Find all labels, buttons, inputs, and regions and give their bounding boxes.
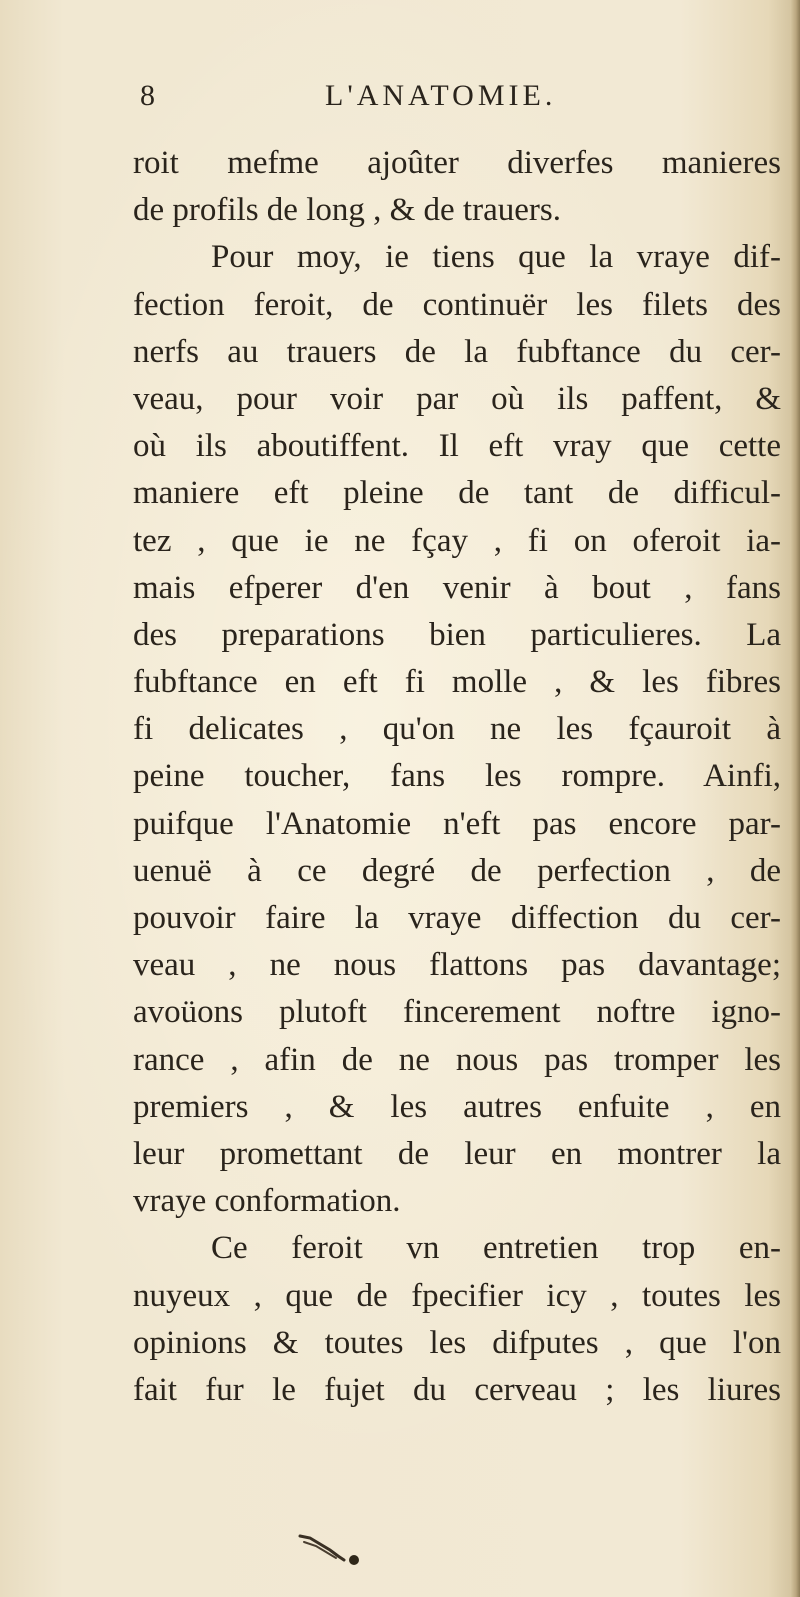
page-number: 8	[140, 79, 155, 112]
text-line: puifque l'Anatomie n'eft pas encore par-	[133, 805, 781, 842]
body-text	[133, 140, 781, 1414]
text-line: leur promettant de leur en montrer la	[133, 1135, 781, 1172]
text-line: fection feroit, de continuër les filets des	[133, 286, 781, 323]
text-line: avoüons plutoft fincerement noftre igno-	[133, 994, 781, 1031]
page-binding-edge	[790, 0, 800, 1597]
text-line: tez , que ie ne fçay , fi on oferoit ia-	[133, 522, 781, 559]
paragraph-start-line: Ce feroit vn entretien trop en-	[211, 1230, 781, 1267]
text-line: nuyeux , que de fpecifier icy , toutes les	[133, 1277, 781, 1314]
text-line: fait fur le fujet du cerveau ; les liures	[133, 1371, 781, 1408]
text-line: de profils de long , & de trauers.	[133, 192, 561, 229]
text-line: veau , ne nous flattons pas davantage;	[133, 947, 781, 984]
text-line: peine toucher, fans les rompre. Ainfi,	[133, 758, 781, 795]
text-line: où ils aboutiffent. Il eft vray que cette	[133, 428, 781, 465]
text-line: pouvoir faire la vraye diffection du cer-	[133, 900, 781, 936]
paragraph-start-line: Pour moy, ie tiens que la vraye dif-	[211, 239, 781, 276]
text-line: maniere eft pleine de tant de difficul-	[133, 475, 781, 512]
text-line: nerfs au trauers de la fubftance du cer-	[133, 333, 781, 370]
text-line: mais efperer d'en venir à bout , fans	[133, 569, 781, 606]
page-header	[140, 76, 660, 116]
text-line: veau, pour voir par où ils paffent, &	[133, 380, 781, 417]
text-line: uenuë à ce degré de perfection , de	[133, 852, 781, 889]
text-line: roit mefme ajoûter diverfes manieres	[133, 145, 781, 181]
ink-flourish-mark	[296, 1532, 366, 1568]
text-line: rance , afin de ne nous pas tromper les	[133, 1041, 781, 1078]
text-line: vraye conformation.	[133, 1183, 401, 1220]
text-line: opinions & toutes les difputes , que l'on	[133, 1324, 781, 1361]
text-line: fubftance en eft fi molle , & les fibres	[133, 664, 781, 701]
running-title: L'ANATOMIE.	[325, 79, 557, 112]
text-line: fi delicates , qu'on ne les fçauroit à	[133, 711, 781, 748]
text-line: des preparations bien particulieres. La	[133, 616, 781, 653]
text-line: premiers , & les autres enfuite , en	[133, 1088, 781, 1125]
